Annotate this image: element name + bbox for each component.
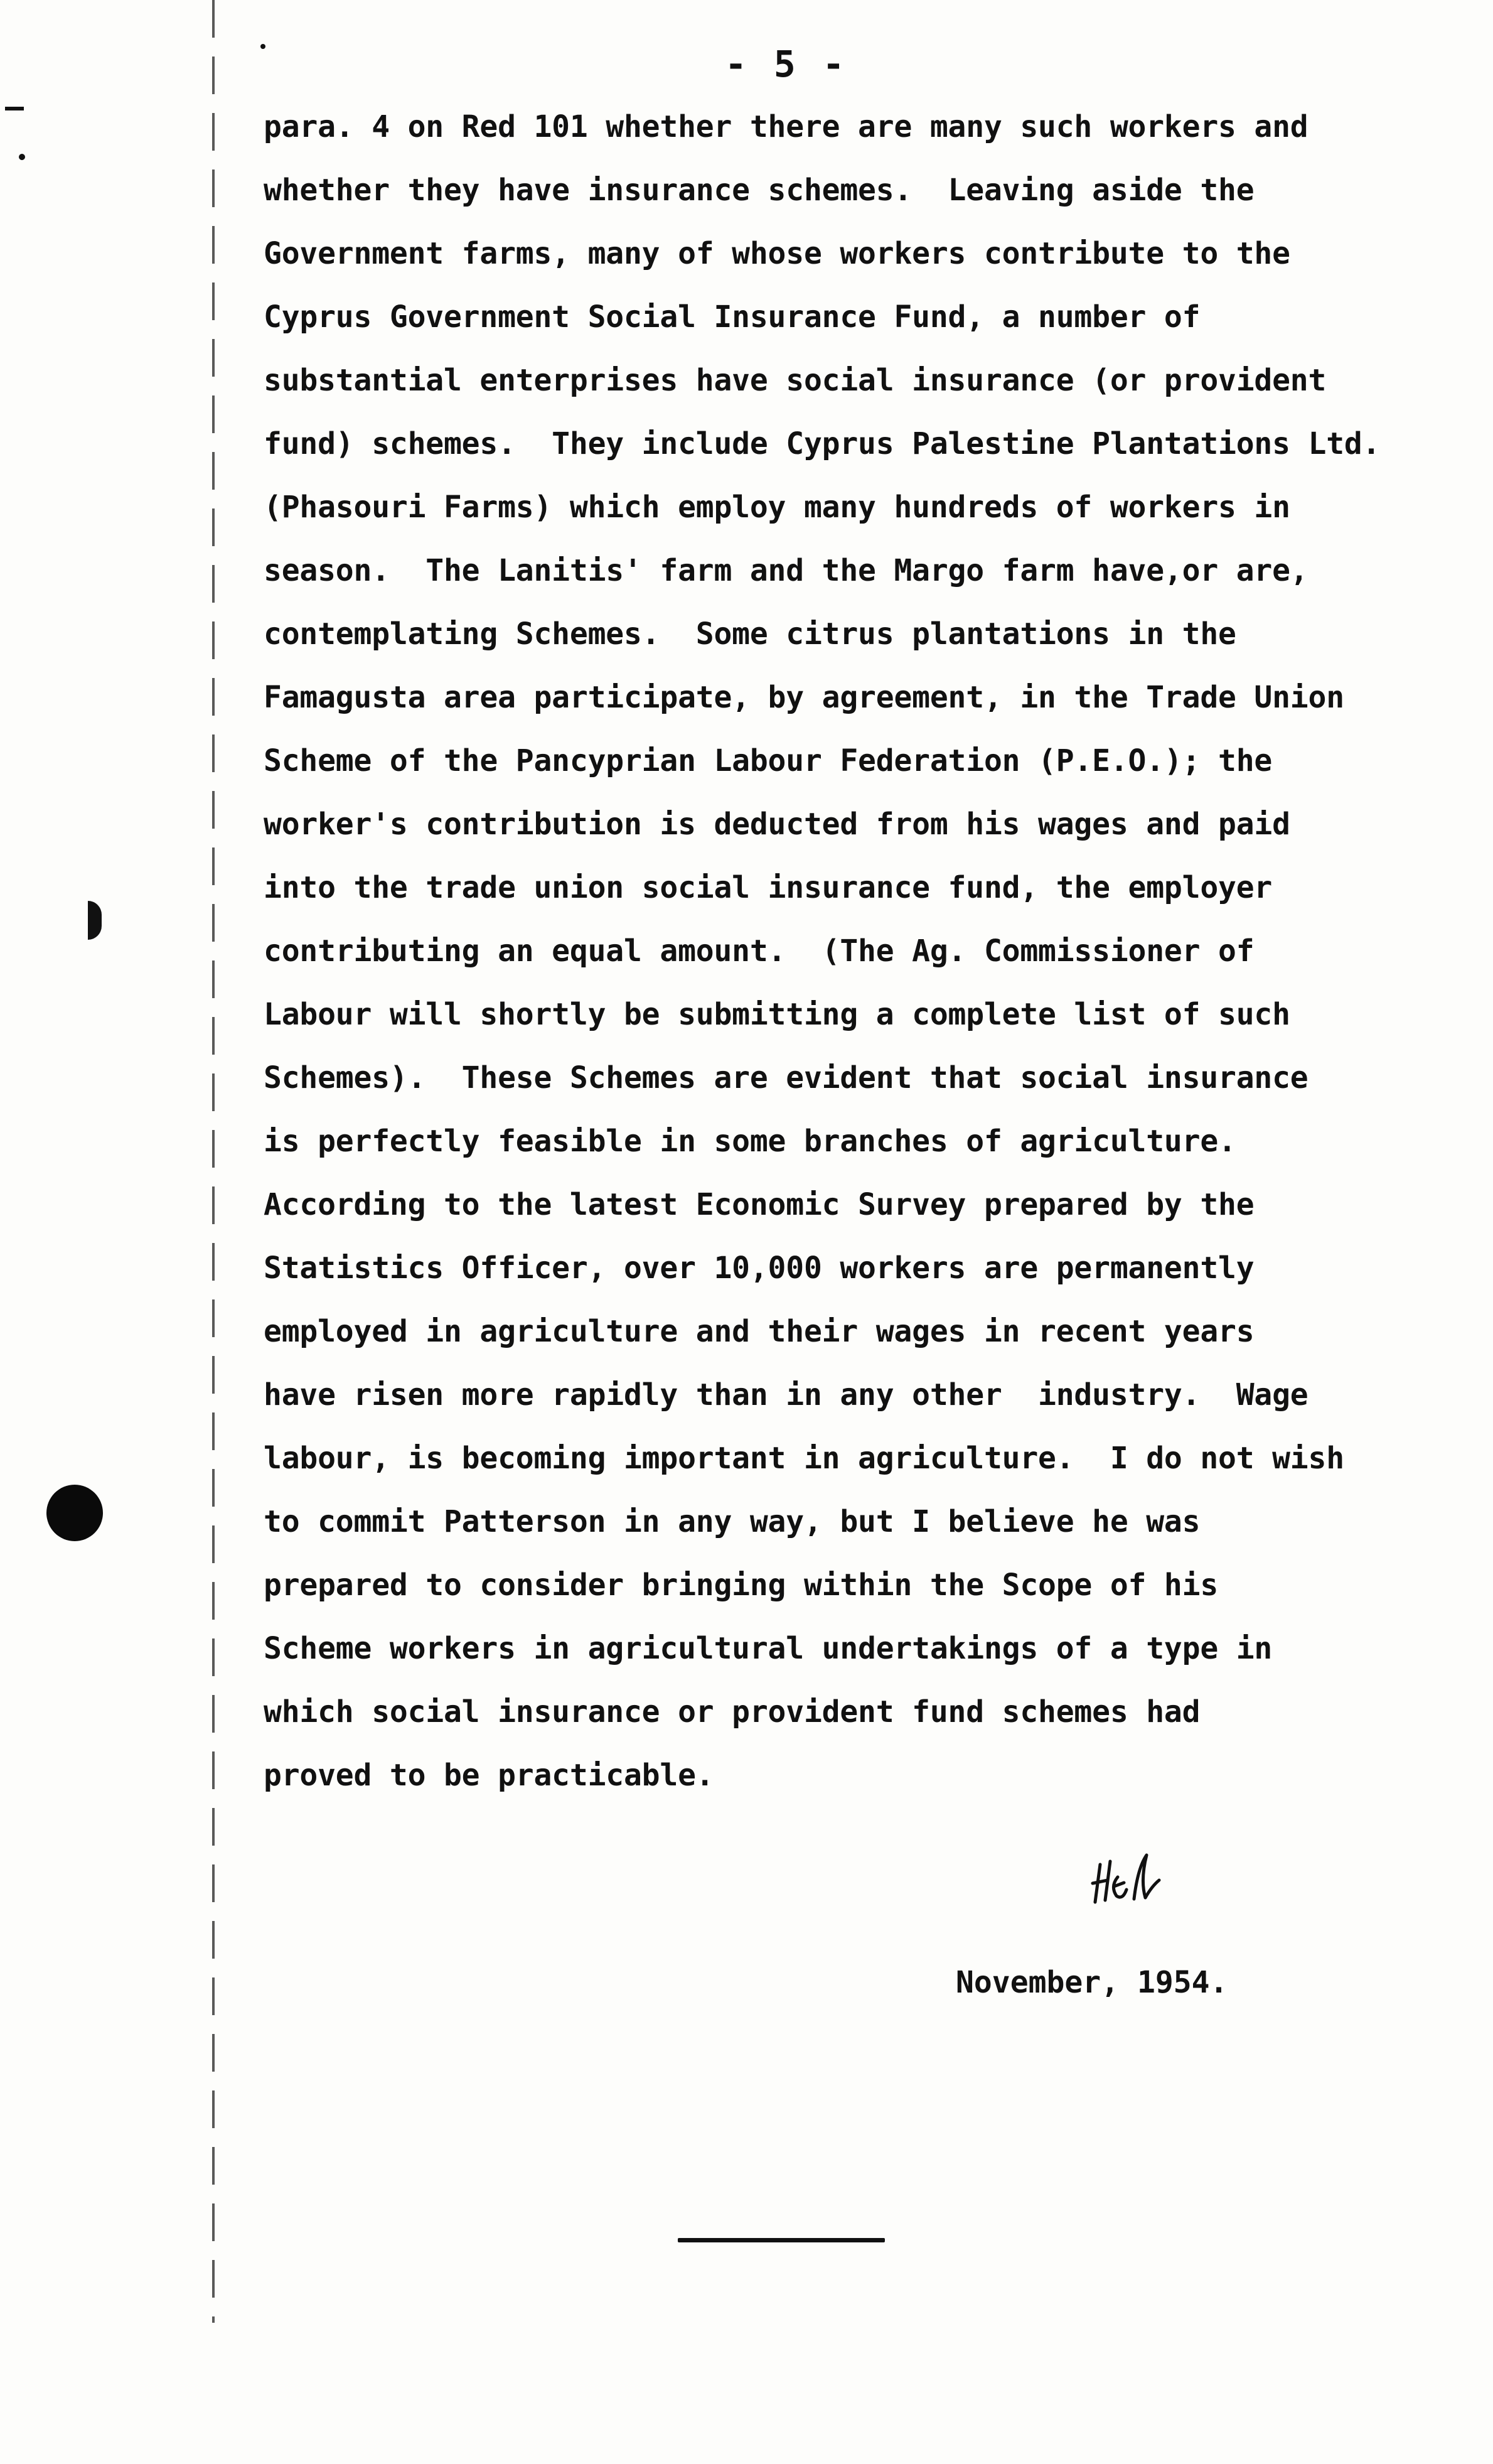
paragraph-line: employed in agriculture and their wages in recent years: [264, 1314, 1255, 1349]
edge-mark: [5, 107, 24, 110]
end-rule: [678, 2238, 885, 2242]
paragraph-line: prepared to consider bringing within the Scope of his: [264, 1568, 1219, 1603]
paragraph-line: According to the latest Economic Survey prepared by the: [264, 1187, 1255, 1222]
paragraph-line: substantial enterprises have social insurance (or provident: [264, 363, 1327, 398]
paragraph-line: Labour will shortly be submitting a complete list of such: [264, 997, 1290, 1032]
document-date: November, 1954.: [956, 1965, 1228, 2000]
paragraph-line: have risen more rapidly than in any other industry. Wage: [264, 1377, 1308, 1412]
page-number: - 5 -: [725, 43, 847, 85]
paragraph-line: whether they have insurance schemes. Leaving aside the: [264, 173, 1255, 208]
handwritten-signature: [1089, 1843, 1170, 1912]
paragraph-line: Cyprus Government Social Insurance Fund, a number of: [264, 299, 1201, 335]
paragraph-line: (Phasouri Farms) which employ many hundreds of workers in: [264, 490, 1290, 525]
paragraph-line: fund) schemes. They include Cyprus Palestine Plantations Ltd.: [264, 426, 1381, 461]
paragraph-line: Government farms, many of whose workers contribute to the: [264, 236, 1290, 271]
paragraph-line: contemplating Schemes. Some citrus plantations in the: [264, 616, 1236, 652]
paragraph-line: Statistics Officer, over 10,000 workers are permanently: [264, 1251, 1255, 1286]
paragraph-line: worker's contribution is deducted from his wages and paid: [264, 807, 1290, 842]
paragraph-line: which social insurance or provident fund schemes had: [264, 1694, 1201, 1730]
body-paragraph: [264, 95, 1443, 1807]
punch-hole: [46, 1485, 103, 1541]
paragraph-line: proved to be practicable.: [264, 1758, 714, 1793]
paragraph-line: para. 4 on Red 101 whether there are many such workers and: [264, 109, 1308, 144]
paragraph-line: Famagusta area participate, by agreement, in the Trade Union: [264, 680, 1344, 715]
edge-mark: [19, 154, 25, 160]
paragraph-line: Scheme of the Pancyprian Labour Federation (P.E.O.); the: [264, 743, 1273, 778]
left-margin-rule: [212, 0, 215, 2323]
paragraph-line: is perfectly feasible in some branches of agriculture.: [264, 1124, 1236, 1159]
paragraph-line: contributing an equal amount. (The Ag. Commissioner of: [264, 933, 1255, 969]
margin-bracket-mark: [88, 901, 102, 940]
paragraph-line: season. The Lanitis' farm and the Margo farm have,or are,: [264, 553, 1308, 588]
paragraph-line: labour, is becoming important in agriculture. I do not wish: [264, 1441, 1344, 1476]
paragraph-line: Scheme workers in agricultural undertakings of a type in: [264, 1631, 1273, 1666]
paragraph-line: to commit Patterson in any way, but I believe he was: [264, 1504, 1201, 1539]
paragraph-line: Schemes). These Schemes are evident that social insurance: [264, 1060, 1308, 1095]
edge-mark: [260, 44, 265, 49]
paragraph-line: into the trade union social insurance fund, the employer: [264, 870, 1273, 905]
